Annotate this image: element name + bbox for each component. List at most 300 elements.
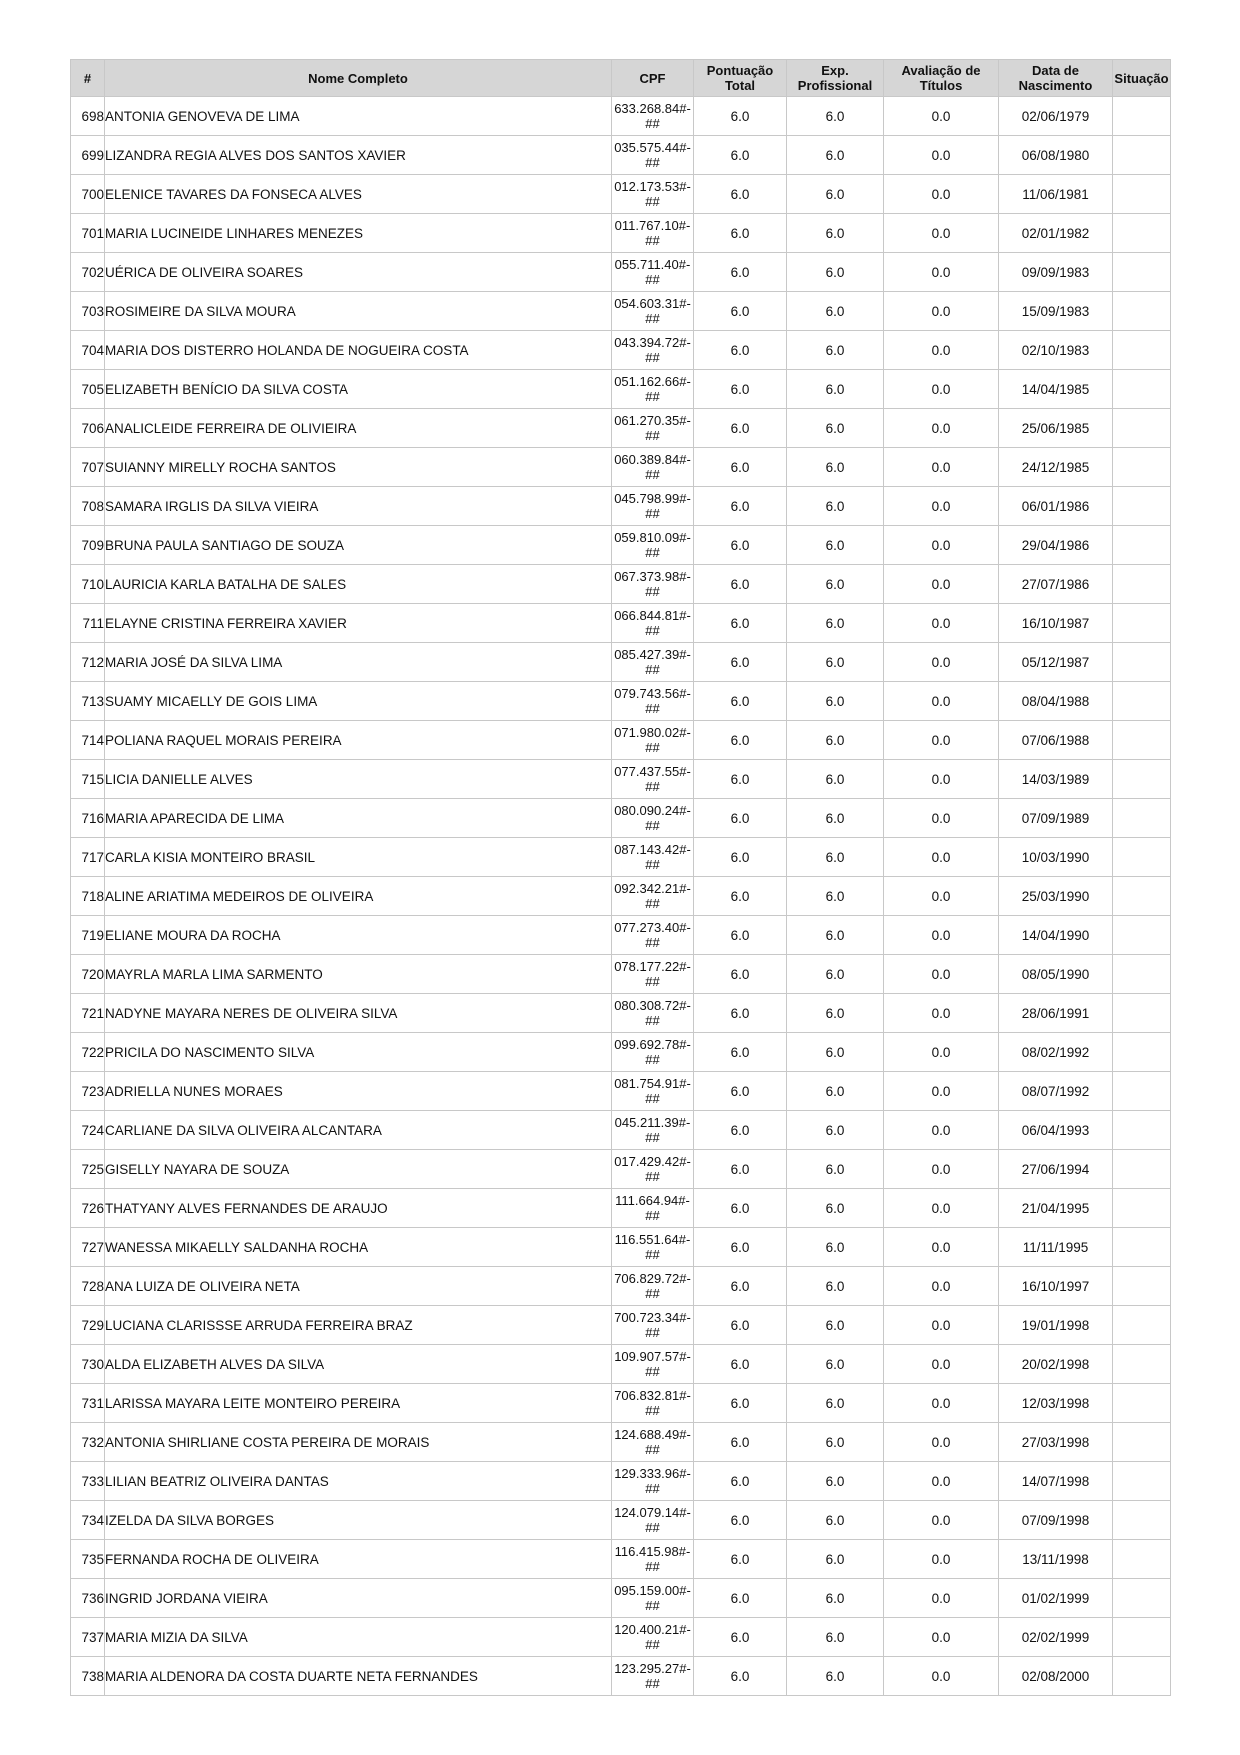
candidate-name: THATYANY ALVES FERNANDES DE ARAUJO: [105, 1189, 612, 1228]
experience-score: 6.0: [787, 604, 884, 643]
table-row: [71, 1228, 1171, 1267]
status-value: [1113, 1111, 1171, 1150]
cpf-value: 012.173.53#- ##: [612, 175, 694, 214]
candidate-name: INGRID JORDANA VIEIRA: [105, 1579, 612, 1618]
header-experience: Exp. Profissional: [787, 60, 884, 97]
candidate-name: LICIA DANIELLE ALVES: [105, 760, 612, 799]
candidate-name: ALINE ARIATIMA MEDEIROS DE OLIVEIRA: [105, 877, 612, 916]
total-score: 6.0: [694, 1540, 787, 1579]
total-score: 6.0: [694, 1345, 787, 1384]
cpf-value: 017.429.42#- ##: [612, 1150, 694, 1189]
cpf-value: 124.079.14#- ##: [612, 1501, 694, 1540]
candidate-name: ELENICE TAVARES DA FONSECA ALVES: [105, 175, 612, 214]
birth-date: 05/12/1987: [999, 643, 1113, 682]
cpf-value: 099.692.78#- ##: [612, 1033, 694, 1072]
experience-score: 6.0: [787, 994, 884, 1033]
cpf-value: 045.211.39#- ##: [612, 1111, 694, 1150]
total-score: 6.0: [694, 1267, 787, 1306]
total-score: 6.0: [694, 487, 787, 526]
titles-score: 0.0: [884, 331, 999, 370]
status-value: [1113, 1345, 1171, 1384]
header-status: Situação: [1113, 60, 1171, 97]
table-row: [71, 994, 1171, 1033]
cpf-value: 081.754.91#- ##: [612, 1072, 694, 1111]
total-score: 6.0: [694, 1579, 787, 1618]
experience-score: 6.0: [787, 877, 884, 916]
total-score: 6.0: [694, 565, 787, 604]
candidate-name: ADRIELLA NUNES MORAES: [105, 1072, 612, 1111]
birth-date: 25/06/1985: [999, 409, 1113, 448]
candidate-name: MARIA ALDENORA DA COSTA DUARTE NETA FERNANDES: [105, 1657, 612, 1696]
status-value: [1113, 97, 1171, 136]
candidate-name: SUIANNY MIRELLY ROCHA SANTOS: [105, 448, 612, 487]
cpf-value: 109.907.57#- ##: [612, 1345, 694, 1384]
experience-score: 6.0: [787, 331, 884, 370]
status-value: [1113, 1423, 1171, 1462]
table-row: [71, 409, 1171, 448]
experience-score: 6.0: [787, 292, 884, 331]
status-value: [1113, 175, 1171, 214]
status-value: [1113, 214, 1171, 253]
table-row: [71, 1384, 1171, 1423]
total-score: 6.0: [694, 682, 787, 721]
experience-score: 6.0: [787, 955, 884, 994]
row-number: 712: [71, 643, 105, 682]
results-table: [70, 59, 1171, 1696]
table-row: [71, 253, 1171, 292]
row-number: 715: [71, 760, 105, 799]
status-value: [1113, 604, 1171, 643]
experience-score: 6.0: [787, 175, 884, 214]
titles-score: 0.0: [884, 799, 999, 838]
experience-score: 6.0: [787, 487, 884, 526]
total-score: 6.0: [694, 253, 787, 292]
cpf-value: 077.273.40#- ##: [612, 916, 694, 955]
birth-date: 07/09/1998: [999, 1501, 1113, 1540]
total-score: 6.0: [694, 1423, 787, 1462]
birth-date: 16/10/1997: [999, 1267, 1113, 1306]
status-value: [1113, 487, 1171, 526]
table-row: [71, 1072, 1171, 1111]
table-row: [71, 136, 1171, 175]
row-number: 706: [71, 409, 105, 448]
experience-score: 6.0: [787, 448, 884, 487]
status-value: [1113, 526, 1171, 565]
row-number: 702: [71, 253, 105, 292]
total-score: 6.0: [694, 994, 787, 1033]
table-row: [71, 643, 1171, 682]
row-number: 709: [71, 526, 105, 565]
cpf-value: 035.575.44#- ##: [612, 136, 694, 175]
experience-score: 6.0: [787, 1579, 884, 1618]
cpf-value: 085.427.39#- ##: [612, 643, 694, 682]
total-score: 6.0: [694, 799, 787, 838]
status-value: [1113, 1267, 1171, 1306]
experience-score: 6.0: [787, 916, 884, 955]
status-value: [1113, 331, 1171, 370]
experience-score: 6.0: [787, 1072, 884, 1111]
candidate-name: SUAMY MICAELLY DE GOIS LIMA: [105, 682, 612, 721]
status-value: [1113, 682, 1171, 721]
candidate-name: MARIA MIZIA DA SILVA: [105, 1618, 612, 1657]
row-number: 721: [71, 994, 105, 1033]
candidate-name: MARIA JOSÉ DA SILVA LIMA: [105, 643, 612, 682]
cpf-value: 071.980.02#- ##: [612, 721, 694, 760]
row-number: 710: [71, 565, 105, 604]
candidate-name: ELIANE MOURA DA ROCHA: [105, 916, 612, 955]
table-row: [71, 1189, 1171, 1228]
table-row: [71, 292, 1171, 331]
header-name: Nome Completo: [105, 60, 612, 97]
status-value: [1113, 292, 1171, 331]
total-score: 6.0: [694, 916, 787, 955]
table-row: [71, 487, 1171, 526]
row-number: 718: [71, 877, 105, 916]
cpf-value: 077.437.55#- ##: [612, 760, 694, 799]
experience-score: 6.0: [787, 370, 884, 409]
titles-score: 0.0: [884, 253, 999, 292]
table-row: [71, 760, 1171, 799]
table-row: [71, 526, 1171, 565]
candidate-name: ANTONIA SHIRLIANE COSTA PEREIRA DE MORAIS: [105, 1423, 612, 1462]
birth-date: 13/11/1998: [999, 1540, 1113, 1579]
experience-score: 6.0: [787, 97, 884, 136]
cpf-value: 706.832.81#- ##: [612, 1384, 694, 1423]
candidate-name: ANTONIA GENOVEVA DE LIMA: [105, 97, 612, 136]
row-number: 719: [71, 916, 105, 955]
table-row: [71, 1657, 1171, 1696]
titles-score: 0.0: [884, 565, 999, 604]
titles-score: 0.0: [884, 409, 999, 448]
birth-date: 07/09/1989: [999, 799, 1113, 838]
row-number: 733: [71, 1462, 105, 1501]
titles-score: 0.0: [884, 760, 999, 799]
table-row: [71, 448, 1171, 487]
total-score: 6.0: [694, 214, 787, 253]
table-row: [71, 370, 1171, 409]
experience-score: 6.0: [787, 136, 884, 175]
total-score: 6.0: [694, 1150, 787, 1189]
status-value: [1113, 1189, 1171, 1228]
titles-score: 0.0: [884, 1540, 999, 1579]
birth-date: 08/07/1992: [999, 1072, 1113, 1111]
table-row: [71, 1150, 1171, 1189]
cpf-value: 116.415.98#- ##: [612, 1540, 694, 1579]
experience-score: 6.0: [787, 838, 884, 877]
birth-date: 14/03/1989: [999, 760, 1113, 799]
titles-score: 0.0: [884, 1345, 999, 1384]
titles-score: 0.0: [884, 1189, 999, 1228]
titles-score: 0.0: [884, 916, 999, 955]
birth-date: 28/06/1991: [999, 994, 1113, 1033]
experience-score: 6.0: [787, 1618, 884, 1657]
birth-date: 20/02/1998: [999, 1345, 1113, 1384]
birth-date: 27/03/1998: [999, 1423, 1113, 1462]
row-number: 726: [71, 1189, 105, 1228]
titles-score: 0.0: [884, 1501, 999, 1540]
total-score: 6.0: [694, 1111, 787, 1150]
experience-score: 6.0: [787, 214, 884, 253]
status-value: [1113, 1033, 1171, 1072]
birth-date: 06/08/1980: [999, 136, 1113, 175]
titles-score: 0.0: [884, 487, 999, 526]
total-score: 6.0: [694, 1033, 787, 1072]
status-value: [1113, 916, 1171, 955]
cpf-value: 079.743.56#- ##: [612, 682, 694, 721]
birth-date: 02/01/1982: [999, 214, 1113, 253]
cpf-value: 095.159.00#- ##: [612, 1579, 694, 1618]
candidate-name: ANA LUIZA DE OLIVEIRA NETA: [105, 1267, 612, 1306]
row-number: 699: [71, 136, 105, 175]
titles-score: 0.0: [884, 292, 999, 331]
row-number: 737: [71, 1618, 105, 1657]
experience-score: 6.0: [787, 1423, 884, 1462]
candidate-name: MARIA LUCINEIDE LINHARES MENEZES: [105, 214, 612, 253]
header-cpf: CPF: [612, 60, 694, 97]
candidate-name: ANALICLEIDE FERREIRA DE OLIVIEIRA: [105, 409, 612, 448]
table-row: [71, 565, 1171, 604]
birth-date: 29/04/1986: [999, 526, 1113, 565]
titles-score: 0.0: [884, 1306, 999, 1345]
total-score: 6.0: [694, 1657, 787, 1696]
table-row: [71, 1267, 1171, 1306]
total-score: 6.0: [694, 292, 787, 331]
table-row: [71, 1579, 1171, 1618]
row-number: 701: [71, 214, 105, 253]
cpf-value: 087.143.42#- ##: [612, 838, 694, 877]
titles-score: 0.0: [884, 838, 999, 877]
table-row: [71, 1345, 1171, 1384]
row-number: 730: [71, 1345, 105, 1384]
total-score: 6.0: [694, 1306, 787, 1345]
status-value: [1113, 565, 1171, 604]
row-number: 707: [71, 448, 105, 487]
status-value: [1113, 760, 1171, 799]
table-row: [71, 97, 1171, 136]
cpf-value: 059.810.09#- ##: [612, 526, 694, 565]
status-value: [1113, 1579, 1171, 1618]
table-row: [71, 838, 1171, 877]
total-score: 6.0: [694, 760, 787, 799]
row-number: 700: [71, 175, 105, 214]
row-number: 725: [71, 1150, 105, 1189]
table-row: [71, 1501, 1171, 1540]
cpf-value: 061.270.35#- ##: [612, 409, 694, 448]
experience-score: 6.0: [787, 526, 884, 565]
birth-date: 19/01/1998: [999, 1306, 1113, 1345]
titles-score: 0.0: [884, 682, 999, 721]
titles-score: 0.0: [884, 1384, 999, 1423]
cpf-value: 706.829.72#- ##: [612, 1267, 694, 1306]
row-number: 717: [71, 838, 105, 877]
row-number: 731: [71, 1384, 105, 1423]
titles-score: 0.0: [884, 448, 999, 487]
titles-score: 0.0: [884, 1228, 999, 1267]
candidate-name: MAYRLA MARLA LIMA SARMENTO: [105, 955, 612, 994]
experience-score: 6.0: [787, 1540, 884, 1579]
titles-score: 0.0: [884, 1657, 999, 1696]
total-score: 6.0: [694, 1072, 787, 1111]
status-value: [1113, 1501, 1171, 1540]
table-row: [71, 1618, 1171, 1657]
status-value: [1113, 409, 1171, 448]
cpf-value: 011.767.10#- ##: [612, 214, 694, 253]
titles-score: 0.0: [884, 1033, 999, 1072]
total-score: 6.0: [694, 1462, 787, 1501]
titles-score: 0.0: [884, 214, 999, 253]
table-body: [71, 97, 1171, 1696]
total-score: 6.0: [694, 1384, 787, 1423]
titles-score: 0.0: [884, 526, 999, 565]
status-value: [1113, 448, 1171, 487]
row-number: 704: [71, 331, 105, 370]
birth-date: 08/05/1990: [999, 955, 1113, 994]
total-score: 6.0: [694, 877, 787, 916]
birth-date: 27/07/1986: [999, 565, 1113, 604]
cpf-value: 080.090.24#- ##: [612, 799, 694, 838]
cpf-value: 060.389.84#- ##: [612, 448, 694, 487]
cpf-value: 055.711.40#- ##: [612, 253, 694, 292]
birth-date: 06/01/1986: [999, 487, 1113, 526]
experience-score: 6.0: [787, 760, 884, 799]
cpf-value: 116.551.64#- ##: [612, 1228, 694, 1267]
candidate-name: ELIZABETH BENÍCIO DA SILVA COSTA: [105, 370, 612, 409]
row-number: 698: [71, 97, 105, 136]
birth-date: 08/02/1992: [999, 1033, 1113, 1072]
experience-score: 6.0: [787, 1111, 884, 1150]
titles-score: 0.0: [884, 721, 999, 760]
table-row: [71, 916, 1171, 955]
birth-date: 16/10/1987: [999, 604, 1113, 643]
experience-score: 6.0: [787, 721, 884, 760]
birth-date: 02/08/2000: [999, 1657, 1113, 1696]
table-row: [71, 214, 1171, 253]
experience-score: 6.0: [787, 409, 884, 448]
titles-score: 0.0: [884, 1423, 999, 1462]
candidate-name: PRICILA DO NASCIMENTO SILVA: [105, 1033, 612, 1072]
table-row: [71, 877, 1171, 916]
row-number: 713: [71, 682, 105, 721]
row-number: 703: [71, 292, 105, 331]
total-score: 6.0: [694, 838, 787, 877]
status-value: [1113, 136, 1171, 175]
total-score: 6.0: [694, 370, 787, 409]
row-number: 729: [71, 1306, 105, 1345]
titles-score: 0.0: [884, 1462, 999, 1501]
birth-date: 25/03/1990: [999, 877, 1113, 916]
row-number: 711: [71, 604, 105, 643]
experience-score: 6.0: [787, 253, 884, 292]
birth-date: 07/06/1988: [999, 721, 1113, 760]
experience-score: 6.0: [787, 1189, 884, 1228]
row-number: 708: [71, 487, 105, 526]
total-score: 6.0: [694, 1189, 787, 1228]
candidate-name: SAMARA IRGLIS DA SILVA VIEIRA: [105, 487, 612, 526]
experience-score: 6.0: [787, 565, 884, 604]
candidate-name: GISELLY NAYARA DE SOUZA: [105, 1150, 612, 1189]
titles-score: 0.0: [884, 136, 999, 175]
titles-score: 0.0: [884, 1150, 999, 1189]
birth-date: 06/04/1993: [999, 1111, 1113, 1150]
table-row: [71, 1306, 1171, 1345]
table-row: [71, 1462, 1171, 1501]
status-value: [1113, 1384, 1171, 1423]
table-row: [71, 1540, 1171, 1579]
table-row: [71, 682, 1171, 721]
status-value: [1113, 1228, 1171, 1267]
birth-date: 08/04/1988: [999, 682, 1113, 721]
table-row: [71, 1111, 1171, 1150]
candidate-name: MARIA APARECIDA DE LIMA: [105, 799, 612, 838]
total-score: 6.0: [694, 955, 787, 994]
experience-score: 6.0: [787, 1462, 884, 1501]
cpf-value: 123.295.27#- ##: [612, 1657, 694, 1696]
total-score: 6.0: [694, 448, 787, 487]
status-value: [1113, 1657, 1171, 1696]
header-number: #: [71, 60, 105, 97]
candidate-name: UÉRICA DE OLIVEIRA SOARES: [105, 253, 612, 292]
candidate-name: LILIAN BEATRIZ OLIVEIRA DANTAS: [105, 1462, 612, 1501]
total-score: 6.0: [694, 1501, 787, 1540]
cpf-value: 633.268.84#- ##: [612, 97, 694, 136]
titles-score: 0.0: [884, 1579, 999, 1618]
birth-date: 02/10/1983: [999, 331, 1113, 370]
table-row: [71, 721, 1171, 760]
row-number: 738: [71, 1657, 105, 1696]
total-score: 6.0: [694, 526, 787, 565]
birth-date: 09/09/1983: [999, 253, 1113, 292]
cpf-value: 051.162.66#- ##: [612, 370, 694, 409]
status-value: [1113, 1618, 1171, 1657]
row-number: 727: [71, 1228, 105, 1267]
cpf-value: 043.394.72#- ##: [612, 331, 694, 370]
total-score: 6.0: [694, 1618, 787, 1657]
total-score: 6.0: [694, 1228, 787, 1267]
header-titles: Avaliação de Títulos: [884, 60, 999, 97]
cpf-value: 067.373.98#- ##: [612, 565, 694, 604]
status-value: [1113, 253, 1171, 292]
birth-date: 24/12/1985: [999, 448, 1113, 487]
row-number: 732: [71, 1423, 105, 1462]
total-score: 6.0: [694, 409, 787, 448]
birth-date: 02/06/1979: [999, 97, 1113, 136]
titles-score: 0.0: [884, 994, 999, 1033]
experience-score: 6.0: [787, 1384, 884, 1423]
table-row: [71, 1423, 1171, 1462]
row-number: 705: [71, 370, 105, 409]
experience-score: 6.0: [787, 799, 884, 838]
titles-score: 0.0: [884, 877, 999, 916]
header-row: [71, 60, 1171, 97]
birth-date: 14/04/1985: [999, 370, 1113, 409]
experience-score: 6.0: [787, 1657, 884, 1696]
birth-date: 10/03/1990: [999, 838, 1113, 877]
titles-score: 0.0: [884, 1072, 999, 1111]
titles-score: 0.0: [884, 97, 999, 136]
table-row: [71, 331, 1171, 370]
birth-date: 27/06/1994: [999, 1150, 1113, 1189]
cpf-value: 078.177.22#- ##: [612, 955, 694, 994]
total-score: 6.0: [694, 643, 787, 682]
experience-score: 6.0: [787, 1306, 884, 1345]
experience-score: 6.0: [787, 1345, 884, 1384]
birth-date: 11/06/1981: [999, 175, 1113, 214]
row-number: 735: [71, 1540, 105, 1579]
birth-date: 21/04/1995: [999, 1189, 1113, 1228]
candidate-name: IZELDA DA SILVA BORGES: [105, 1501, 612, 1540]
candidate-name: LIZANDRA REGIA ALVES DOS SANTOS XAVIER: [105, 136, 612, 175]
status-value: [1113, 1072, 1171, 1111]
